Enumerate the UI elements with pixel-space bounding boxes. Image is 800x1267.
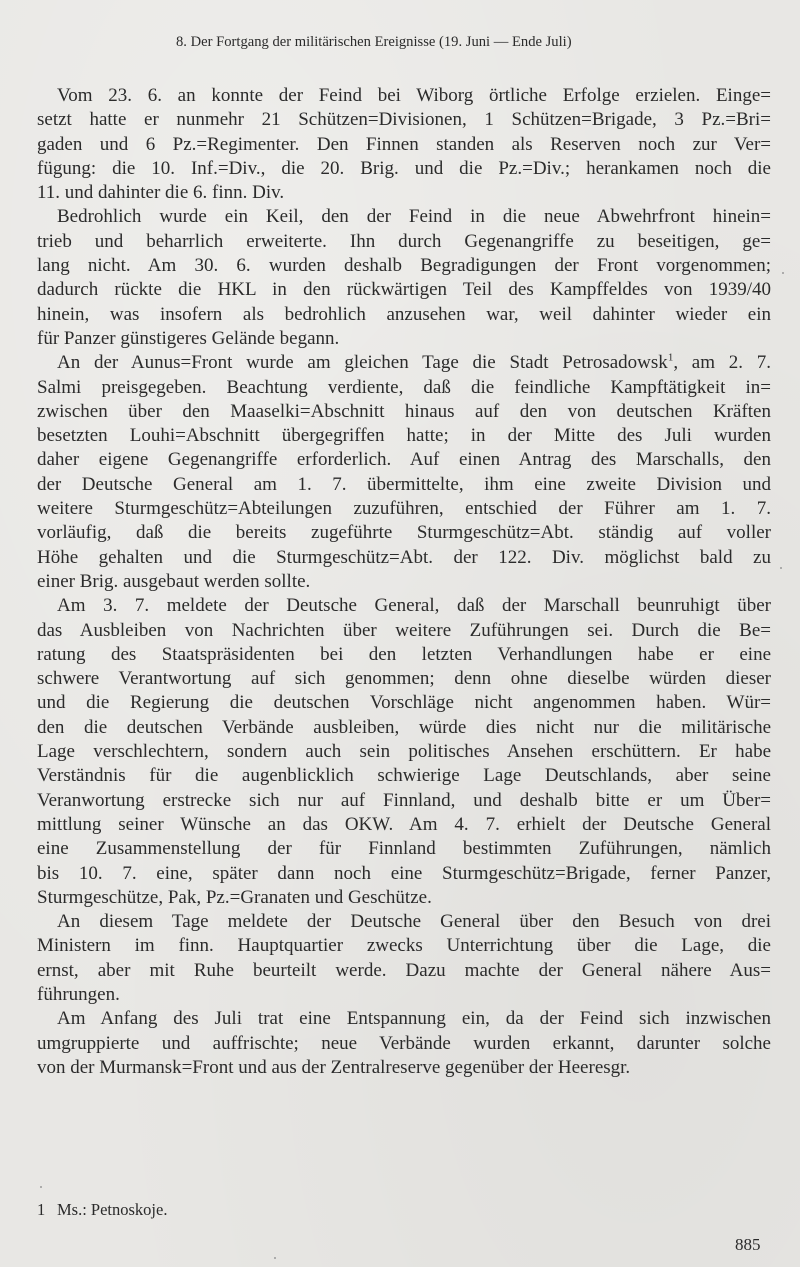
page-number: 885 — [735, 1235, 761, 1254]
text-line — [37, 400, 771, 424]
text-line — [37, 303, 771, 327]
text-line-content: eine Zusammenstellung der für Finnland bestimmten Zuführungen, nämlich — [37, 838, 771, 860]
text-line — [37, 643, 771, 667]
text-line — [37, 716, 771, 740]
text-line-content: Höhe gehalten und die Sturmgeschütz=Abt. der 122. Div. möglichst bald zu — [37, 546, 771, 568]
text-line — [37, 934, 771, 958]
text-line — [37, 376, 771, 400]
text-line-content: hinein, was insofern als bedrohlich anzusehen war, weil dahinter wieder ein — [37, 303, 771, 325]
text-line — [37, 910, 771, 934]
running-head: 8. Der Fortgang der militärischen Ereignisse (19. Juni — Ende Juli) — [176, 34, 572, 50]
text-line-content: führungen. — [37, 983, 120, 1005]
text-line-content: umgruppierte und auffrischte; neue Verbände wurden erkannt, darunter solche — [37, 1032, 771, 1054]
text-line — [37, 789, 771, 813]
text-line — [37, 570, 771, 594]
footnote — [37, 1200, 167, 1220]
paper-speck — [782, 272, 784, 274]
text-line-content: Vom 23. 6. an konnte der Feind bei Wiborg örtliche Erfolge erzielen. Einge= — [57, 85, 771, 106]
footnote-number: 1 — [37, 1200, 46, 1219]
text-line-content: Lage verschlechtern, sondern auch sein politisches Ansehen erschüttern. Er habe — [37, 741, 771, 763]
text-line-content: lang nicht. Am 30. 6. wurden deshalb Begradigungen der Front vorgenommen; — [37, 255, 771, 277]
text-line — [37, 424, 771, 448]
text-line-content: 11. und dahinter die 6. finn. Div. — [37, 182, 285, 204]
text-line-content: weitere Sturmgeschütz=Abteilungen zuzuführen, entschied der Führer am 1. 7. — [37, 498, 771, 520]
text-line-content: der Deutsche General am 1. 7. übermittelte, ihm eine zweite Division und — [37, 473, 771, 495]
text-line-content: setzt hatte er nunmehr 21 Schützen=Divisionen, 1 Schützen=Brigade, 3 Pz.=Bri= — [37, 109, 771, 131]
text-line-content: das Ausbleiben von Nachrichten über weitere Zuführungen sei. Durch die Be= — [37, 619, 771, 641]
text-line-content: besetzten Louhi=Abschnitt übergegriffen hatte; in der Mitte des Juli wurden — [37, 425, 771, 447]
paragraph — [37, 84, 771, 205]
text-line — [37, 619, 771, 643]
text-line-content: schwere Verantwortung auf sich genommen; denn ohne dieselbe würden dieser — [37, 668, 771, 690]
text-line — [37, 254, 771, 278]
body-text — [37, 84, 771, 1080]
text-line — [37, 181, 771, 205]
text-line-content: bis 10. 7. eine, später dann noch eine Sturmgeschütz=Brigade, ferner Panzer, — [37, 862, 771, 884]
paragraph — [37, 351, 771, 594]
text-line — [37, 1056, 771, 1080]
text-line — [37, 157, 771, 181]
text-line — [37, 667, 771, 691]
text-line-content: und die Regierung die deutschen Vorschläge nicht angenommen haben. Wür= — [37, 692, 771, 714]
text-line — [37, 764, 771, 788]
text-line-content: fügung: die 10. Inf.=Div., die 20. Brig. und die Pz.=Div.; herankamen noch die — [37, 157, 771, 179]
text-line-content: Ministern im finn. Hauptquartier zwecks Unterrichtung über die Lage, die — [37, 935, 771, 957]
text-line — [37, 691, 771, 715]
text-line-content: daher eigene Gegenangriffe erforderlich. Auf einen Antrag des Marschalls, den — [37, 449, 771, 471]
text-line-content: Veranwortung erstrecke sich nur auf Finnland, und deshalb bitte er um Über= — [37, 789, 771, 811]
text-line — [37, 497, 771, 521]
text-line — [37, 594, 771, 618]
text-line-content: Am Anfang des Juli trat eine Entspannung ein, da der Feind sich inzwischen — [57, 1008, 771, 1030]
text-line — [37, 327, 771, 351]
text-line-content: gaden und 6 Pz.=Regimenter. Den Finnen standen als Reserven noch zur Ver= — [37, 133, 771, 155]
text-line-content: ernst, aber mit Ruhe beurteilt werde. Dazu machte der General nähere Aus= — [37, 959, 771, 981]
paragraph — [37, 594, 771, 910]
text-line-content: von der Murmansk=Front und aus der Zentralreserve gegenüber der Heeresgr. — [37, 1056, 631, 1078]
text-line-content: Am 3. 7. meldete der Deutsche General, daß der Marschall beunruhigt über — [57, 595, 771, 617]
text-line — [37, 205, 771, 229]
text-line — [37, 278, 771, 302]
text-line — [37, 1007, 771, 1031]
text-line — [37, 108, 771, 132]
text-line — [37, 983, 771, 1007]
text-line-content: einer Brig. ausgebaut werden sollte. — [37, 570, 311, 592]
text-line — [37, 740, 771, 764]
text-line — [37, 959, 771, 983]
paper-speck — [40, 1186, 42, 1188]
paragraph — [37, 205, 771, 351]
text-line-content: Sturmgeschütze, Pak, Pz.=Granaten und Geschütze. — [37, 886, 432, 908]
text-line-content: Bedrohlich wurde ein Keil, den der Feind in die neue Abwehrfront hinein= — [57, 206, 771, 228]
text-line — [37, 351, 771, 375]
footnote-text: Ms.: Petnoskoje. — [57, 1200, 168, 1219]
text-line-content: zwischen über den Maaselki=Abschnitt hinaus auf den von deutschen Kräften — [37, 400, 771, 422]
text-line — [37, 448, 771, 472]
text-line-content: dadurch rückte die HKL in den rückwärtigen Teil des Kampffeldes von 1939/40 — [37, 279, 771, 301]
text-line-content: trieb und beharrlich erweiterte. Ihn durch Gegenangriffe zu beseitigen, ge= — [37, 230, 771, 252]
text-line — [37, 473, 771, 497]
text-line — [37, 886, 771, 910]
text-line-content: ratung des Staatspräsidenten bei den letzten Verhandlungen habe er eine — [37, 643, 771, 665]
text-line-content: Verständnis für die augenblicklich schwierige Lage Deutschlands, aber seine — [37, 765, 771, 787]
text-line — [37, 862, 771, 886]
text-line-content: für Panzer günstigeres Gelände begann. — [37, 327, 340, 349]
text-line — [37, 546, 771, 570]
text-line-content: den die deutschen Verbände ausbleiben, würde dies nicht nur die militärische — [37, 716, 771, 738]
text-line-content: An diesem Tage meldete der Deutsche General über den Besuch von drei — [57, 911, 771, 933]
text-line — [37, 521, 771, 545]
text-line-content: Salmi preisgegeben. Beachtung verdiente, daß die feindliche Kampftätigkeit in= — [37, 376, 771, 398]
text-line — [37, 813, 771, 837]
paragraph — [37, 910, 771, 1007]
text-line-content: mittlung seiner Wünsche an das OKW. Am 4. 7. erhielt der Deutsche General — [37, 813, 771, 835]
text-line-content: An der Aunus=Front wurde am gleichen Tage die Stadt Petrosadowsk$^1$, am 2. 7. — [57, 351, 772, 374]
text-line — [37, 230, 771, 254]
paragraph — [37, 1007, 771, 1080]
paper-speck — [780, 567, 782, 569]
footnote-marker: 1 — [667, 351, 674, 364]
text-line — [37, 837, 771, 861]
text-line — [37, 133, 771, 157]
text-line — [37, 84, 771, 108]
paper-speck — [274, 1257, 276, 1259]
text-line — [37, 1032, 771, 1056]
text-line-content: vorläufig, daß die bereits zugeführte Sturmgeschütz=Abt. ständig auf voller — [37, 522, 771, 544]
